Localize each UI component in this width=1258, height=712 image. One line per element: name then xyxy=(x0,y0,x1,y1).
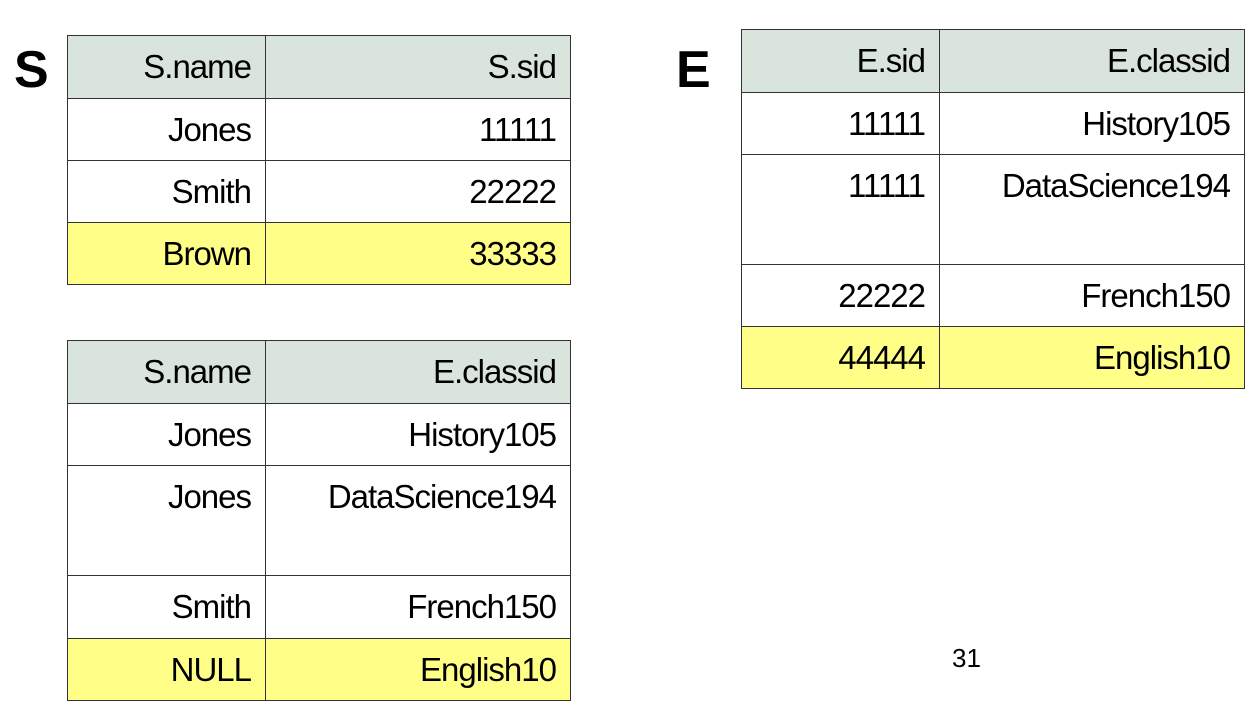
highlighted-table-row xyxy=(68,223,571,285)
table-cell: Brown xyxy=(68,223,266,285)
column-header: E.classid xyxy=(266,341,571,404)
table-cell: History105 xyxy=(940,93,1245,155)
table-row xyxy=(68,404,571,466)
table-cell: French150 xyxy=(266,576,571,639)
table-row xyxy=(68,161,571,223)
table-cell: Jones xyxy=(68,466,266,576)
table-row xyxy=(742,155,1245,265)
table-cell: Jones xyxy=(68,99,266,161)
s-table xyxy=(67,35,571,285)
e-table xyxy=(741,29,1245,389)
table-cell: 22222 xyxy=(266,161,571,223)
table-cell: 22222 xyxy=(742,265,940,327)
table-cell: Smith xyxy=(68,576,266,639)
highlighted-table-row xyxy=(68,639,571,701)
column-header: S.name xyxy=(68,36,266,99)
table-cell: DataScience194 xyxy=(266,466,571,576)
table-header-row xyxy=(68,341,571,404)
table-row xyxy=(68,99,571,161)
table-cell: 33333 xyxy=(266,223,571,285)
table-row xyxy=(68,576,571,639)
page-number: 31 xyxy=(952,643,981,673)
table-header-row xyxy=(68,36,571,99)
table-cell: 11111 xyxy=(742,93,940,155)
table-cell: English10 xyxy=(940,327,1245,389)
table-cell: Jones xyxy=(68,404,266,466)
column-header: S.sid xyxy=(266,36,571,99)
table-row xyxy=(742,93,1245,155)
table-cell: Smith xyxy=(68,161,266,223)
table-cell: French150 xyxy=(940,265,1245,327)
table-cell: NULL xyxy=(68,639,266,701)
table-row xyxy=(68,466,571,576)
table-row xyxy=(742,265,1245,327)
table-cell: 11111 xyxy=(266,99,571,161)
column-header: E.sid xyxy=(742,30,940,93)
highlighted-table-row xyxy=(742,327,1245,389)
table-cell: 44444 xyxy=(742,327,940,389)
e-relation-label: E xyxy=(676,41,711,99)
table-cell: 11111 xyxy=(742,155,940,265)
result-table xyxy=(67,340,571,701)
table-cell: English10 xyxy=(266,639,571,701)
column-header: S.name xyxy=(68,341,266,404)
table-header-row xyxy=(742,30,1245,93)
s-relation-label: S xyxy=(14,41,49,99)
table-cell: History105 xyxy=(266,404,571,466)
table-cell: DataScience194 xyxy=(940,155,1245,265)
column-header: E.classid xyxy=(940,30,1245,93)
